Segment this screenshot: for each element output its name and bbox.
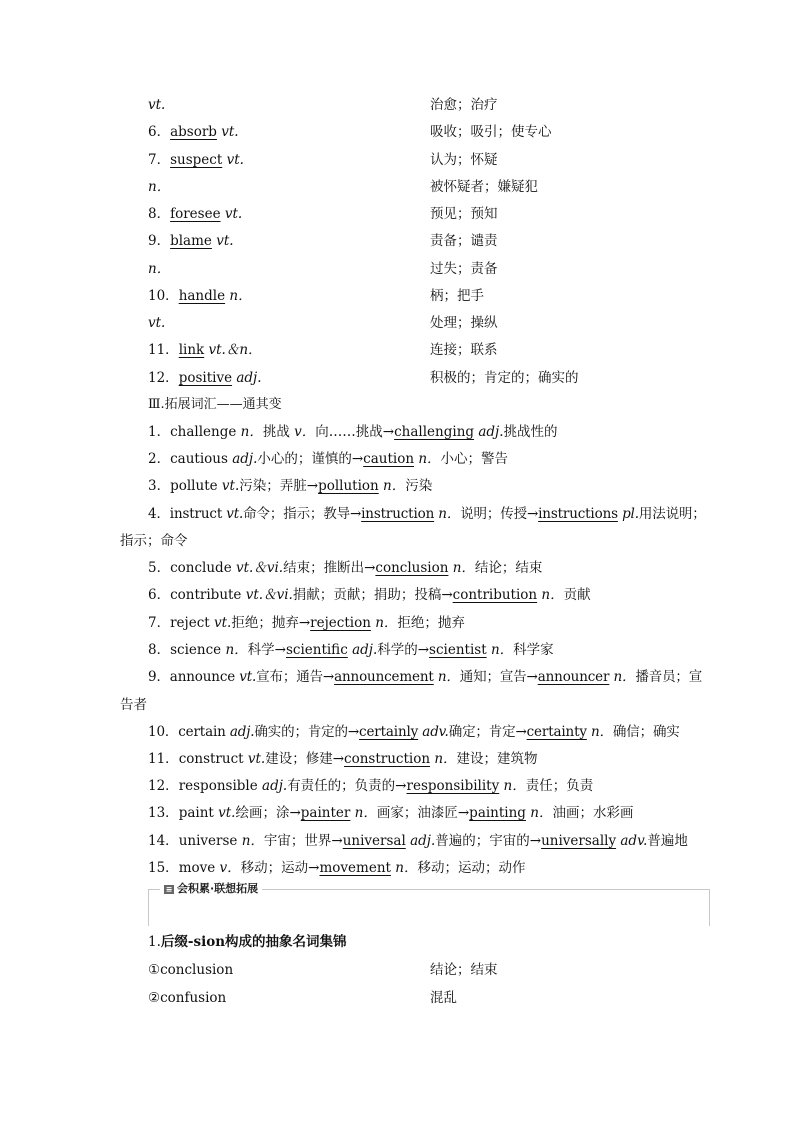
ext-item: 11．construct vt.建设；修建→construction n．建设；建筑物	[148, 751, 538, 767]
answer-word: absorb	[170, 124, 217, 140]
base-word: responsible	[178, 778, 258, 794]
ext-item: 9．announce vt.宣布；通告→announcement n．通知；宣告→announcer n．播音员；宣	[148, 669, 703, 685]
vocab-row	[148, 151, 244, 169]
answer-word: responsibility	[406, 778, 500, 794]
ext-item: 12．responsible adj.有责任的；负责的→responsibility n．责任；负责	[148, 778, 594, 794]
answer-word: movement	[319, 860, 391, 876]
answer-word: instructions	[538, 506, 618, 522]
pos-label: n．	[229, 288, 252, 304]
answer-word: certainty	[526, 724, 587, 740]
ext-item: 3．pollute vt.污染；弄脏→pollution n．污染	[148, 478, 433, 494]
base-word: universe	[178, 833, 238, 849]
sion-meaning: 混乱	[430, 990, 457, 1006]
vocab-row	[148, 178, 170, 196]
vocab-row	[148, 341, 262, 359]
answer-word: link	[178, 342, 205, 358]
base-word: contribute	[170, 587, 242, 603]
vocab-row	[148, 232, 234, 250]
ext-item-continuation: 指示；命令	[120, 533, 188, 549]
base-word: cautious	[170, 451, 228, 467]
answer-word: positive	[178, 370, 233, 386]
vocab-row	[148, 260, 170, 278]
section-heading: Ⅲ.拓展词汇——通其变	[148, 397, 282, 412]
item-number: 7．	[148, 152, 171, 168]
base-word: pollute	[170, 478, 218, 494]
item-number: 10．	[148, 288, 179, 304]
meaning: 治愈；治疗	[430, 97, 498, 113]
base-word: conclude	[170, 560, 232, 576]
sion-meaning: 结论；结束	[430, 962, 498, 978]
meaning: 柄；把手	[430, 288, 484, 304]
answer-word: instruction	[361, 506, 435, 522]
answer-word: caution	[363, 451, 415, 467]
ext-item: 8．science n．科学→scientific adj.科学的→scientist n．科学家	[148, 642, 554, 658]
ext-item: 6．contribute vt.＆vi.捐献；贡献；捐助；投稿→contribution n．贡献	[148, 587, 591, 603]
box-title: 会积累·联想拓展	[177, 882, 259, 895]
base-word: challenge	[170, 424, 237, 440]
answer-word: painting	[469, 805, 526, 821]
vocab-row	[148, 123, 239, 141]
answer-word: contribution	[452, 587, 538, 603]
meaning: 认为；怀疑	[430, 152, 498, 168]
answer-word: universally	[541, 833, 617, 849]
answer-word: conclusion	[375, 560, 449, 576]
pos-label: vt.	[226, 152, 244, 168]
answer-word: scientific	[285, 642, 348, 658]
answer-word: rejection	[310, 615, 371, 631]
answer-word: pollution	[318, 478, 379, 494]
ext-item: 2．cautious adj.小心的；谨慎的→caution n．小心；警告	[148, 451, 509, 467]
ext-item: 5．conclude vt.＆vi.结束；推断出→conclusion n．结论；结束	[148, 560, 543, 576]
pos-label: n．	[148, 261, 171, 277]
meaning: 吸收；吸引；使专心	[430, 124, 552, 140]
answer-word: blame	[170, 233, 212, 249]
item-number: 11．	[148, 342, 179, 358]
base-word: paint	[178, 805, 214, 821]
item-number: 12．	[148, 370, 179, 386]
answer-word: foresee	[170, 206, 221, 222]
vocab-row	[148, 96, 165, 114]
sion-word: confusion	[160, 990, 227, 1006]
answer-word: suspect	[170, 152, 223, 168]
pos-label: vt.	[148, 97, 166, 113]
list-icon: ≡	[165, 885, 173, 894]
base-word: announce	[169, 669, 236, 685]
vocab-row	[148, 369, 262, 387]
answer-word: challenging	[394, 424, 475, 440]
pos-label: vt.	[148, 315, 166, 331]
meaning: 责备；谴责	[430, 233, 498, 249]
ext-item: 7．reject vt.拒绝；抛弃→rejection n．拒绝；抛弃	[148, 615, 465, 631]
pos-label: vt.	[216, 233, 234, 249]
meaning: 预见；预知	[430, 206, 498, 222]
ext-item: 4．instruct vt.命令；指示；教导→instruction n．说明；传授→instructions pl.用法说明；	[148, 506, 706, 522]
pos-label: vt.＆n．	[208, 342, 262, 358]
sion-word: conclusion	[160, 962, 234, 978]
base-word: instruct	[169, 506, 223, 522]
meaning: 处理；操纵	[430, 315, 498, 331]
base-word: move	[178, 860, 216, 876]
answer-word: universal	[342, 833, 406, 849]
base-word: science	[170, 642, 222, 658]
vocab-row	[148, 205, 242, 223]
ext-item: 10．certain adj.确实的；肯定的→certainly adv.确定；肯定→certainty n．确信；确实	[148, 724, 680, 740]
pos-label: n．	[148, 179, 171, 195]
pos-label: adj.	[236, 370, 262, 386]
ext-item: 13．paint vt.绘画；涂→painter n．画家；油漆匠→painting n．油画；水彩画	[148, 805, 634, 821]
sion-row: ②confusion	[148, 990, 227, 1006]
ext-item: 15．move v．移动；运动→movement n．移动；运动；动作	[148, 860, 526, 876]
item-number: 6．	[148, 124, 171, 140]
vocab-row	[148, 314, 165, 332]
base-word: reject	[170, 615, 210, 631]
meaning: 被怀疑者；嫌疑犯	[430, 179, 538, 195]
item-number: 9．	[148, 233, 171, 249]
answer-word: announcer	[537, 669, 610, 685]
vocab-row	[148, 287, 252, 305]
meaning: 积极的；肯定的；确实的	[430, 370, 579, 386]
ext-item-continuation: 告者	[120, 697, 147, 713]
base-word: construct	[178, 751, 244, 767]
sion-row: ①conclusion	[148, 962, 234, 978]
pos-label: vt.	[224, 206, 243, 222]
pos-label: vt.	[221, 124, 239, 140]
answer-word: painter	[300, 805, 351, 821]
base-word: certain	[178, 724, 226, 740]
sub-heading: 1.后缀-sion构成的抽象名词集锦	[148, 934, 347, 950]
box-header	[160, 881, 262, 897]
answer-word: construction	[344, 751, 431, 767]
item-number: 8．	[148, 206, 171, 222]
ext-item: 1．challenge n．挑战 v．向……挑战→challenging adj.挑战性的	[148, 424, 558, 440]
answer-word: certainly	[359, 724, 419, 740]
ext-item: 14．universe n．宇宙；世界→universal adj.普遍的；宇宙的→universally adv.普遍地	[148, 833, 688, 849]
meaning: 过失；责备	[430, 261, 498, 277]
answer-word: announcement	[334, 669, 434, 685]
meaning: 连接；联系	[430, 342, 498, 358]
answer-word: scientist	[429, 642, 487, 658]
answer-word: handle	[178, 288, 226, 304]
